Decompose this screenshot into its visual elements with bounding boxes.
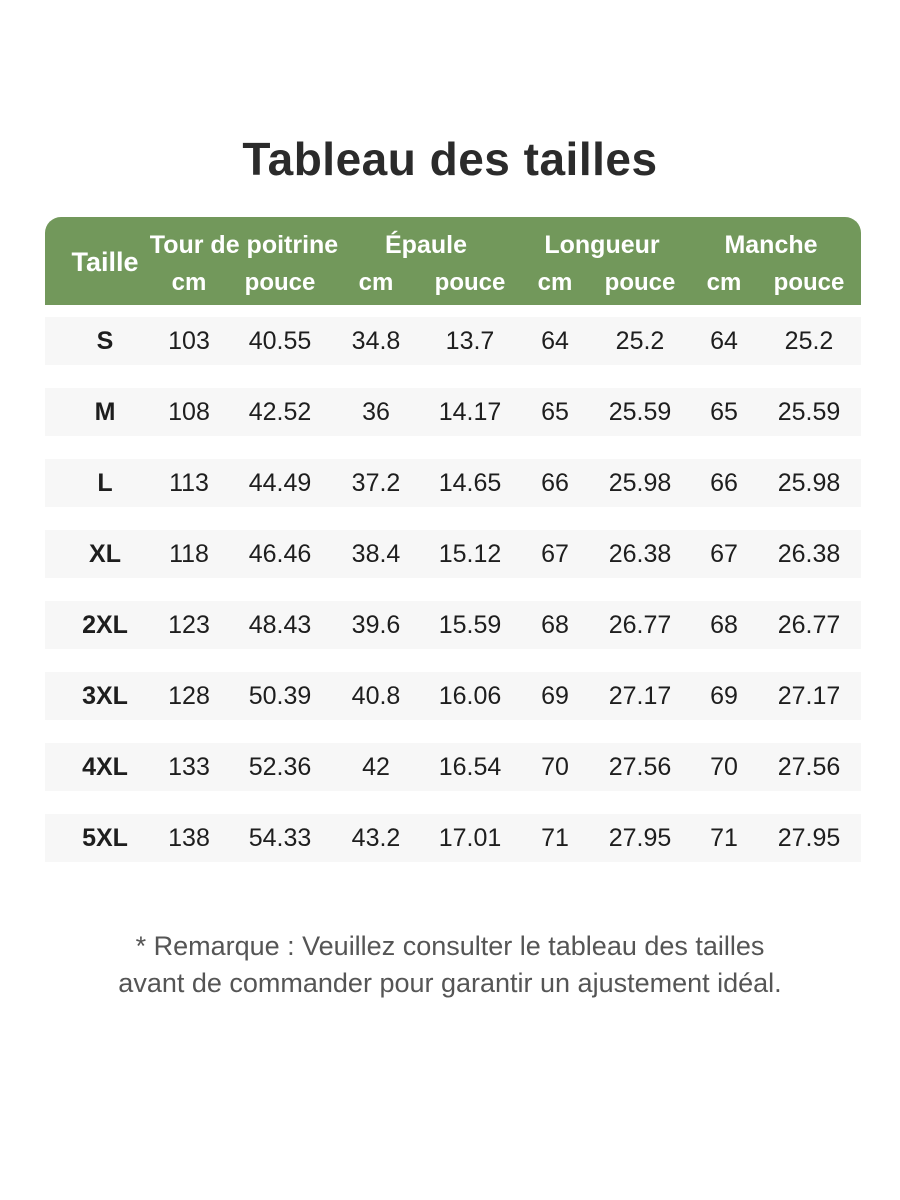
table-cell: 15.59 — [438, 611, 502, 639]
table-row — [45, 601, 861, 649]
table-cell: 128 — [168, 682, 210, 710]
table-cell: 36 — [362, 398, 390, 426]
header-group-sleeve: Manche — [724, 231, 818, 259]
header-group-length: Longueur — [544, 231, 660, 259]
table-cell: 27.17 — [777, 682, 841, 710]
table-cell: 113 — [169, 469, 209, 497]
table-cell: 71 — [710, 824, 738, 852]
table-cell: 50.39 — [248, 682, 312, 710]
table-header — [45, 217, 861, 305]
header-unit: cm — [537, 269, 573, 296]
table-cell: 118 — [169, 540, 209, 568]
header-unit: cm — [171, 269, 207, 296]
table-cell: 70 — [710, 753, 738, 781]
table-cell: 25.98 — [608, 469, 672, 497]
table-cell: 25.59 — [608, 398, 672, 426]
table-cell: 67 — [541, 540, 569, 568]
header-unit: pouce — [773, 269, 845, 296]
note-line: avant de commander pour garantir un ajustement idéal. — [118, 968, 782, 998]
table-row — [45, 814, 861, 862]
table-cell: 16.54 — [438, 753, 502, 781]
table-cell: 69 — [710, 682, 738, 710]
header-group-shoulder: Épaule — [385, 231, 467, 259]
table-cell: 25.59 — [777, 398, 841, 426]
table-row — [45, 743, 861, 791]
table-row — [45, 530, 861, 578]
table-row — [45, 459, 861, 507]
table-cell: 15.12 — [438, 540, 502, 568]
table-cell: 68 — [710, 611, 738, 639]
table-cell: 25.2 — [615, 327, 665, 355]
table-cell: 26.77 — [777, 611, 841, 639]
table-cell: 70 — [541, 753, 569, 781]
table-cell: 42.52 — [248, 398, 312, 426]
table-cell: 27.17 — [608, 682, 672, 710]
row-size-label: 4XL — [82, 753, 128, 781]
table-row — [45, 672, 861, 720]
row-size-label: 2XL — [82, 611, 128, 639]
table-cell: 27.56 — [777, 753, 841, 781]
row-size-label: 3XL — [82, 682, 128, 710]
sizing-note — [0, 928, 900, 1002]
table-cell: 26.38 — [777, 540, 841, 568]
table-cell: 14.17 — [438, 398, 502, 426]
table-cell: 66 — [541, 469, 569, 497]
table-cell: 138 — [168, 824, 210, 852]
header-size-label: Taille — [71, 247, 139, 277]
table-cell: 27.95 — [777, 824, 841, 852]
table-cell: 14.65 — [438, 469, 502, 497]
table-cell: 26.38 — [608, 540, 672, 568]
table-cell: 71 — [541, 824, 569, 852]
row-size-label: 5XL — [82, 824, 128, 852]
size-table — [45, 217, 861, 862]
table-cell: 37.2 — [351, 469, 401, 497]
table-cell: 64 — [541, 327, 569, 355]
table-cell: 54.33 — [248, 824, 312, 852]
table-cell: 39.6 — [351, 611, 401, 639]
table-cell: 44.49 — [248, 469, 312, 497]
table-cell: 64 — [710, 327, 738, 355]
table-cell: 65 — [710, 398, 738, 426]
header-unit: pouce — [434, 269, 506, 296]
header-unit: cm — [358, 269, 394, 296]
table-cell: 13.7 — [445, 327, 495, 355]
table-cell: 65 — [541, 398, 569, 426]
table-cell: 27.95 — [608, 824, 672, 852]
table-row — [45, 388, 861, 436]
note-line: * Remarque : Veuillez consulter le tableau des tailles — [135, 931, 765, 961]
table-cell: 43.2 — [351, 824, 401, 852]
table-cell: 66 — [710, 469, 738, 497]
table-cell: 103 — [168, 327, 210, 355]
header-group-chest: Tour de poitrine — [149, 231, 339, 259]
table-cell: 25.98 — [777, 469, 841, 497]
table-cell: 34.8 — [351, 327, 401, 355]
table-row — [45, 317, 861, 365]
header-unit: pouce — [604, 269, 676, 296]
table-cell: 17.01 — [438, 824, 502, 852]
table-cell: 38.4 — [351, 540, 401, 568]
row-size-label: L — [97, 469, 113, 497]
table-cell: 42 — [362, 753, 390, 781]
page-title: Tableau des tailles — [242, 133, 658, 185]
table-cell: 46.46 — [248, 540, 312, 568]
table-cell: 52.36 — [248, 753, 312, 781]
header-unit: cm — [706, 269, 742, 296]
table-cell: 25.2 — [784, 327, 834, 355]
table-cell: 68 — [541, 611, 569, 639]
table-cell: 16.06 — [438, 682, 502, 710]
row-size-label: XL — [89, 540, 121, 568]
table-cell: 48.43 — [248, 611, 312, 639]
table-cell: 133 — [168, 753, 210, 781]
table-cell: 40.55 — [248, 327, 312, 355]
table-cell: 67 — [710, 540, 738, 568]
table-cell: 40.8 — [351, 682, 401, 710]
table-cell: 108 — [168, 398, 210, 426]
table-body — [45, 317, 861, 862]
row-size-label: M — [94, 398, 116, 426]
row-size-label: S — [96, 327, 114, 355]
header-unit: pouce — [244, 269, 316, 296]
table-cell: 123 — [168, 611, 210, 639]
table-cell: 26.77 — [608, 611, 672, 639]
table-cell: 27.56 — [608, 753, 672, 781]
table-cell: 69 — [541, 682, 569, 710]
